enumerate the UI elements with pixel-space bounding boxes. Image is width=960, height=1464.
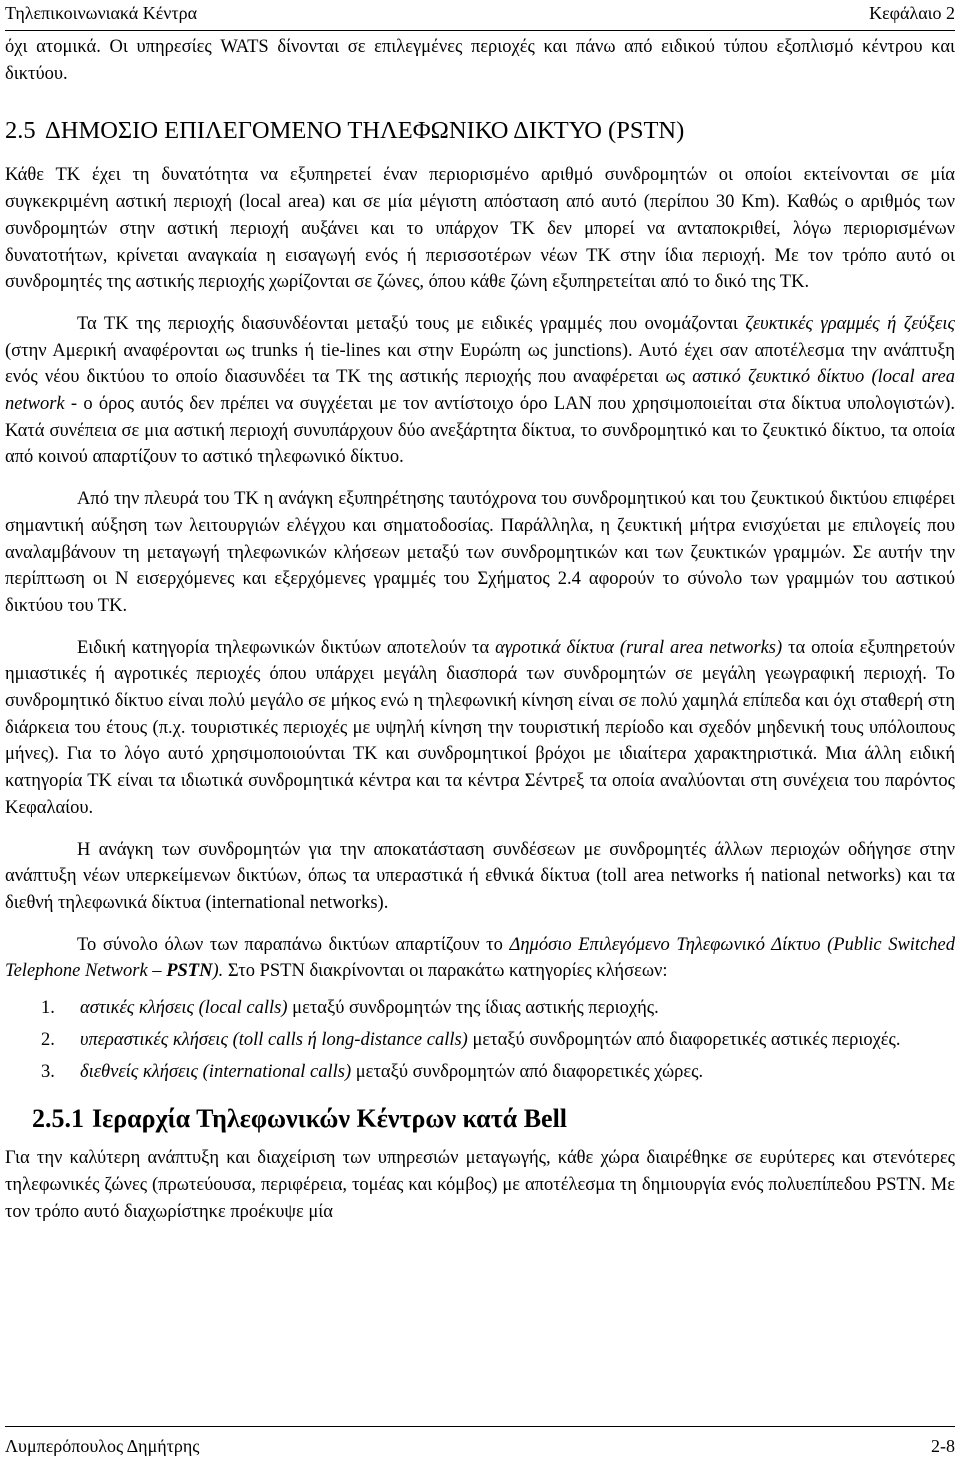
paragraph-3: Από την πλευρά του ΤΚ η ανάγκη εξυπηρέτησης ταυτόχρονα του συνδρομητικού και του ζευκτικού δικτύου επιφέρει σημαντική αύξηση των λειτουργιών ελέγχου και σηματοδοσίας. Παράλληλα, η ζευκτική μήτρα ενισχύεται με επιλογείς που αναλαμβάνουν τη μεταγωγή τηλεφωνικών κλήσεων μεταξύ των συνδρομητικών και των ζευκτικών γραμμών. Σε αυτήν την περίπτωση οι Ν εισερχόμενες και εξερχόμενες γραμμές του Σχήματος 2.4 αφορούν το σύνολο των γραμμών του αστικού δικτύου του ΤΚ. xyxy=(5,489,955,616)
section-heading xyxy=(5,116,955,146)
page-body xyxy=(5,34,955,1225)
text-run: μεταξύ συνδρομητών από διαφορετικές αστικές περιοχές. xyxy=(467,1029,901,1050)
italic-term: ). xyxy=(212,961,224,982)
text-run: - ο όρος αυτός δεν πρέπει να συγχέεται με τον αντίστοιχο όρο LAN που χρησιμοποιείται στα δίκτυα υπολογιστών). Κατά συνέπεια σε μια αστική περιοχή συνυπάρχουν δύο ανεξάρτητα δίκτυα, το συνδρομητικό και το ζευκτικό δίκτυο, τα οποία από κοινού απαρτίζουν το αστικό τηλεφωνικό δίκτυο. xyxy=(5,394,955,468)
subsection-title: Ιεραρχία Τηλεφωνικών Κέντρων κατά Bell xyxy=(92,1104,568,1134)
list-item xyxy=(5,1027,955,1054)
text-run: τα οποία εξυπηρετούν ημιαστικές ή αγροτικές περιοχές όπου υπάρχει μεγάλη διασπορά των συνδρομητών σε μεγάλη γεωγραφική περιοχή. Το συνδρομητικό δίκτυο είναι πολύ μεγάλο σε μήκος ενώ η τηλεφωνική κίνηση είναι σε πολύ χαμηλά επίπεδα και όχι σταθερή στη διάρκεια του έτους (π.χ. τουριστικές περιοχές με υψηλή κίνηση την τουριστική περίοδο και σχεδόν μηδενική τους υπόλοιπους μήνες). Για το λόγο αυτό χρησιμοποιούνται ΤΚ και συνδρομητικοί βρόχοι με ιδιαίτερα χαρακτηριστικά. Μια άλλη ειδική κατηγορία ΤΚ είναι τα ιδιωτικά συνδρομητικά κέντρα και τα κέντρα Σέντρεξ τα οποία αναλύονται στη συνέχεια του παρόντος Κεφαλαίου. xyxy=(5,637,955,818)
list-item xyxy=(5,1059,955,1086)
italic-term: αστικές κλήσεις (local calls) xyxy=(80,998,288,1019)
text-run: Το σύνολο όλων των παραπάνω δικτύων απαρτίζουν το xyxy=(77,934,510,955)
paragraph-6 xyxy=(5,932,955,985)
bold-acronym: PSTN xyxy=(166,961,213,982)
list-number: 1. xyxy=(41,998,55,1019)
subsection-heading xyxy=(5,1103,955,1135)
paragraph-2 xyxy=(5,311,955,471)
header-title: Τηλεπικοινωνιακά Κέντρα xyxy=(5,3,198,23)
list-number: 3. xyxy=(41,1061,55,1082)
section-title: ΔΗΜΟΣΙΟ ΕΠΙΛΕΓΟΜΕΝΟ ΤΗΛΕΦΩΝΙΚΟ ΔΙΚΤΥΟ (PSTN) xyxy=(45,117,685,145)
list-item xyxy=(5,995,955,1022)
paragraph-5: Η ανάγκη των συνδρομητών για την αποκατάσταση συνδέσεων με συνδρομητές άλλων περιοχών οδήγησε στην ανάπτυξη νέων υπερκείμενων δικτύων, όπως τα υπεραστικά ή εθνικά δίκτυα (toll area networks ή national networks) και τα διεθνή τηλεφωνικά δίκτυα (international networks). xyxy=(5,839,955,913)
italic-term: αγροτικά δίκτυα (rural area networks) xyxy=(495,637,783,658)
list-number: 2. xyxy=(41,1029,55,1050)
subsection-number: 2.5.1 xyxy=(32,1104,84,1134)
text-run: μεταξύ συνδρομητών από διαφορετικές χώρες. xyxy=(351,1061,704,1082)
italic-term: υπεραστικές κλήσεις (toll calls ή long-distance calls) xyxy=(80,1029,468,1050)
page-header xyxy=(5,0,955,31)
paragraph-4 xyxy=(5,635,955,822)
text-run: Ειδική κατηγορία τηλεφωνικών δικτύων αποτελούν τα xyxy=(77,637,496,658)
header-chapter: Κεφάλαιο 2 xyxy=(869,3,955,23)
text-run: Στο PSTN διακρίνονται οι παρακάτω κατηγορίες κλήσεων: xyxy=(223,961,668,982)
paragraph-1: Κάθε ΤΚ έχει τη δυνατότητα να εξυπηρετεί έναν περιορισμένο αριθμό συνδρομητών οι οποίοι εκτείνονται σε μία συγκεκριμένη αστική περιοχή (local area) και σε μία μέγιστη απόσταση από αυτό (περίπου 30 Km). Καθώς ο αριθμός των συνδρομητών στην αστική περιοχή αυξάνει και το υπάρχον ΤΚ δεν μπορεί να ανταποκριθεί, λόγω περιορισμένων δυνατοτήτων, κρίνεται αναγκαία η εισαγωγή ενός ή περισσοτέρων νέων ΤΚ στην ίδια περιοχή. Με τον τρόπο αυτό οι συνδρομητές της αστικής περιοχής χωρίζονται σε ζώνες, όπου κάθε ζώνη εξυπηρετείται από το δικό της ΤΚ. xyxy=(5,165,955,293)
page-footer xyxy=(5,1426,955,1463)
italic-term: Δημόσιο Επιλεγόμενο Τηλεφωνικό Δίκτυο (Public Switched Telephone Network – xyxy=(5,934,955,982)
footer-page-number: 2-8 xyxy=(931,1436,955,1456)
paragraph-7: Για την καλύτερη ανάπτυξη και διαχείριση των υπηρεσιών μεταγωγής, κάθε χώρα διαιρέθηκε σε ευρύτερες και στενότερες τηλεφωνικές ζώνες (πρωτεύουσα, περιφέρεια, τομέας και κόμβος) με αποτέλεσμα τη δημιουργία ενός πολυεπίπεδου PSTN. Με τον τρόπο αυτό διαχωρίστηκε προέκυψε μία xyxy=(5,1148,955,1222)
italic-term: αστικό ζευκτικό δίκτυο (local area network xyxy=(5,367,956,415)
text-run: (στην Αμερική αναφέρονται ως trunks ή tie-lines και στην Ευρώπη ως junctions). Αυτό έχει σαν αποτέλεσμα την ανάπτυξη ενός νέου δικτύου το οποίο διασυνδέει τα ΤΚ της αστικής περιοχής που αναφέρεται ως xyxy=(5,340,955,388)
text-run: μεταξύ συνδρομητών της ίδιας αστικής περιοχής. xyxy=(287,998,659,1019)
text-run: Τα ΤΚ της περιοχής διασυνδέονται μεταξύ τους με ειδικές γραμμές που ονομάζονται xyxy=(77,313,746,334)
call-categories-list xyxy=(5,995,955,1085)
italic-term: ζευκτικές γραμμές ή ζεύξεις xyxy=(745,313,955,334)
section-number: 2.5 xyxy=(5,117,36,145)
footer-author: Λυμπερόπουλος Δημήτρης xyxy=(5,1436,200,1456)
italic-term: διεθνείς κλήσεις (international calls) xyxy=(80,1061,352,1082)
paragraph-continuation: όχι ατομικά. Οι υπηρεσίες WATS δίνονται σε επιλεγμένες περιοχές και πάνω από ειδικού τύπου εξοπλισμό κέντρου και δικτύου. xyxy=(5,37,955,84)
